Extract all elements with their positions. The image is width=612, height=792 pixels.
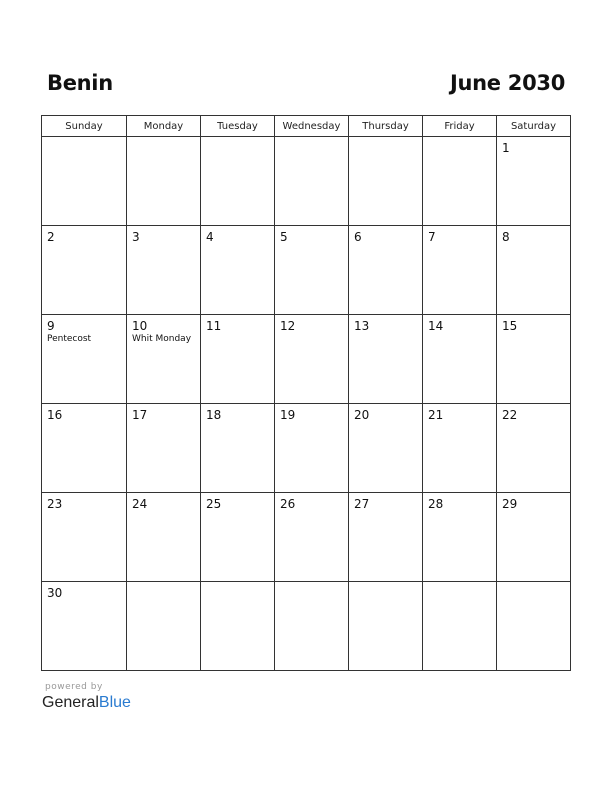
day-number: 3 bbox=[132, 230, 140, 244]
day-cell[interactable] bbox=[201, 315, 275, 404]
generalblue-logo[interactable] bbox=[42, 694, 131, 712]
day-number: 29 bbox=[502, 497, 518, 511]
day-number: 7 bbox=[428, 230, 436, 244]
day-number: 9 bbox=[47, 319, 55, 333]
day-cell[interactable] bbox=[127, 493, 201, 582]
day-cell[interactable] bbox=[349, 404, 423, 493]
day-cell[interactable] bbox=[275, 404, 349, 493]
day-cell bbox=[497, 582, 571, 671]
day-cell bbox=[42, 137, 127, 226]
weekday-wednesday: Wednesday bbox=[275, 116, 349, 137]
day-cell[interactable] bbox=[42, 493, 127, 582]
day-cell[interactable] bbox=[423, 315, 497, 404]
day-cell bbox=[201, 137, 275, 226]
day-number: 11 bbox=[206, 319, 222, 333]
day-number: 13 bbox=[354, 319, 370, 333]
day-cell bbox=[201, 582, 275, 671]
day-cell[interactable] bbox=[275, 493, 349, 582]
day-cell bbox=[127, 582, 201, 671]
brand-general: General bbox=[42, 694, 99, 711]
day-cell[interactable] bbox=[497, 315, 571, 404]
country-title: Benin bbox=[47, 71, 113, 95]
day-cell[interactable] bbox=[42, 315, 127, 404]
day-cell bbox=[127, 137, 201, 226]
day-cell[interactable] bbox=[423, 226, 497, 315]
day-cell[interactable] bbox=[349, 226, 423, 315]
day-number: 16 bbox=[47, 408, 63, 422]
day-number: 4 bbox=[206, 230, 214, 244]
day-number: 26 bbox=[280, 497, 296, 511]
week-row bbox=[42, 404, 571, 493]
day-cell bbox=[349, 137, 423, 226]
day-cell[interactable] bbox=[127, 315, 201, 404]
day-cell[interactable] bbox=[497, 226, 571, 315]
holiday-label: Whit Monday bbox=[132, 334, 192, 345]
week-row bbox=[42, 582, 571, 671]
day-cell[interactable] bbox=[201, 493, 275, 582]
weekday-thursday: Thursday bbox=[349, 116, 423, 137]
weekday-monday: Monday bbox=[127, 116, 201, 137]
brand-blue: Blue bbox=[98, 694, 131, 711]
week-row bbox=[42, 315, 571, 404]
day-cell bbox=[275, 582, 349, 671]
day-cell[interactable] bbox=[127, 404, 201, 493]
powered-by-label: powered by bbox=[45, 682, 103, 692]
day-number: 21 bbox=[428, 408, 444, 422]
day-number: 22 bbox=[502, 408, 518, 422]
day-number: 27 bbox=[354, 497, 370, 511]
calendar-grid bbox=[41, 115, 571, 671]
day-cell[interactable] bbox=[42, 226, 127, 315]
day-cell[interactable] bbox=[497, 137, 571, 226]
weekday-sunday: Sunday bbox=[42, 116, 127, 137]
day-number: 18 bbox=[206, 408, 222, 422]
week-row bbox=[42, 226, 571, 315]
day-number: 1 bbox=[502, 141, 510, 155]
day-cell[interactable] bbox=[349, 493, 423, 582]
day-number: 5 bbox=[280, 230, 288, 244]
day-number: 30 bbox=[47, 586, 63, 600]
day-number: 17 bbox=[132, 408, 148, 422]
week-row bbox=[42, 137, 571, 226]
week-row bbox=[42, 493, 571, 582]
day-number: 24 bbox=[132, 497, 148, 511]
day-cell[interactable] bbox=[127, 226, 201, 315]
day-number: 12 bbox=[280, 319, 296, 333]
weekday-saturday: Saturday bbox=[497, 116, 571, 137]
day-cell[interactable] bbox=[423, 404, 497, 493]
calendar-body bbox=[42, 137, 571, 671]
day-number: 23 bbox=[47, 497, 63, 511]
day-cell[interactable] bbox=[349, 315, 423, 404]
day-number: 25 bbox=[206, 497, 222, 511]
day-cell[interactable] bbox=[201, 226, 275, 315]
day-number: 28 bbox=[428, 497, 444, 511]
day-cell bbox=[349, 582, 423, 671]
day-cell bbox=[423, 137, 497, 226]
day-number: 10 bbox=[132, 319, 148, 333]
day-cell[interactable] bbox=[42, 404, 127, 493]
day-number: 14 bbox=[428, 319, 444, 333]
day-number: 8 bbox=[502, 230, 510, 244]
weekday-friday: Friday bbox=[423, 116, 497, 137]
day-cell[interactable] bbox=[42, 582, 127, 671]
day-cell[interactable] bbox=[497, 404, 571, 493]
weekday-tuesday: Tuesday bbox=[201, 116, 275, 137]
weekday-header-row bbox=[42, 116, 571, 137]
day-cell[interactable] bbox=[275, 226, 349, 315]
day-cell[interactable] bbox=[275, 315, 349, 404]
day-cell bbox=[423, 582, 497, 671]
day-cell[interactable] bbox=[423, 493, 497, 582]
month-year-title: June 2030 bbox=[449, 71, 565, 95]
day-cell[interactable] bbox=[201, 404, 275, 493]
day-number: 20 bbox=[354, 408, 370, 422]
day-cell bbox=[275, 137, 349, 226]
day-number: 2 bbox=[47, 230, 55, 244]
day-cell[interactable] bbox=[497, 493, 571, 582]
holiday-label: Pentecost bbox=[47, 334, 92, 345]
day-number: 6 bbox=[354, 230, 362, 244]
day-number: 19 bbox=[280, 408, 296, 422]
day-number: 15 bbox=[502, 319, 518, 333]
